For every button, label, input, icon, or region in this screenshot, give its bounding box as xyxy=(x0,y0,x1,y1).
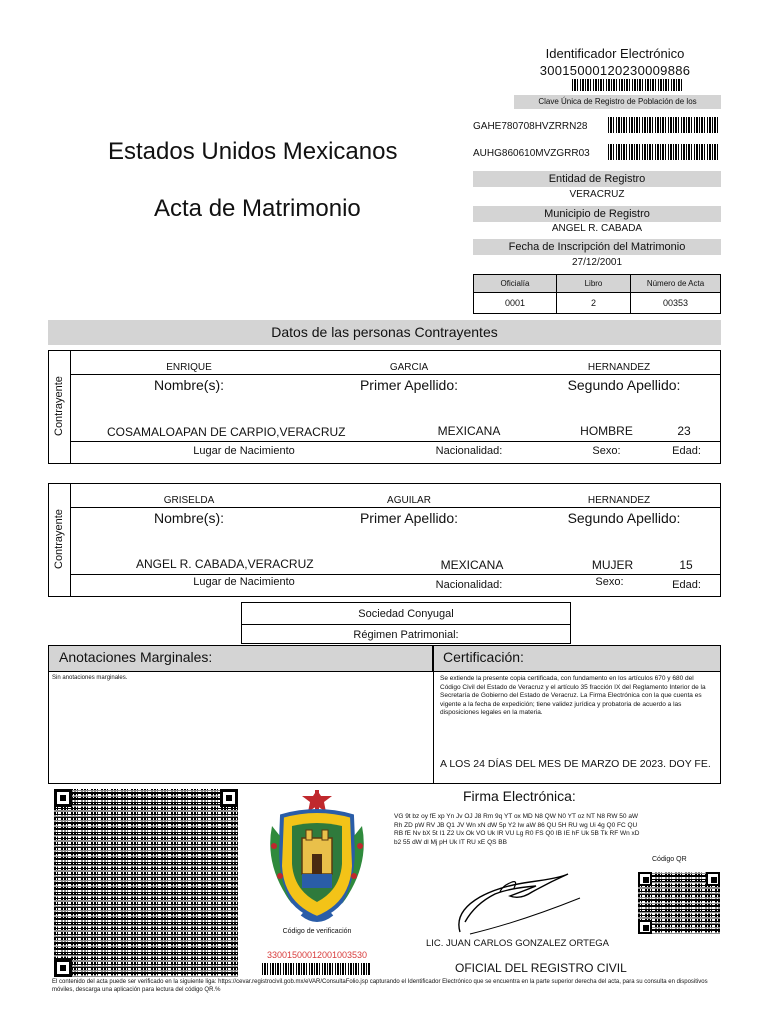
person-2-nacionalidad: MEXICANA xyxy=(440,558,504,572)
footer-note: El contenido del acta puede ser verificado en la siguiente liga: https://cevar.registrocivil.gob.mx/eVAR/ConsultaFolio.jsp capturando el Identificador Electrónico que se encuentra en la parte superior derecha del acta, para su consulta en dispositivos móviles, descarga una aplicación para lectura del código QR.% xyxy=(52,979,708,993)
entity-label: Entidad de Registro xyxy=(473,171,721,187)
sociedad-conyugal: Sociedad Conyugal xyxy=(358,608,454,620)
date-value: 27/12/2001 xyxy=(571,257,623,268)
annotations-certification-box xyxy=(48,645,721,784)
identifier-value: 30015000120230009886 xyxy=(539,63,691,78)
person-2-sexo: MUJER xyxy=(591,558,634,572)
certificacion-text: Se extiende la presente copia certificada, con fundamento en los artículos 670 y 680 del Código Civil del Estado de Veracruz y el artículo 35 fracción IX del Reglamento Interior de la Secretaría de Gobierno del Estado de Veracruz. La Firma Electrónica con la que cuenta es vigente a la fecha de expedición; tiene validez jurídica y probatoria de acuerdo a las disposiciones legales en la materia. xyxy=(440,675,706,716)
person-1-lugar: COSAMALOAPAN DE CARPIO,VERACRUZ xyxy=(107,425,346,439)
verification-barcode xyxy=(262,963,370,975)
curp-2: AUHG860610MVZGRR03 xyxy=(473,148,590,159)
person-1-nacionalidad: MEXICANA xyxy=(437,424,501,438)
person-2-box xyxy=(48,483,721,597)
curp-label: Clave Única de Registro de Población de los xyxy=(514,95,721,109)
identifier-barcode xyxy=(572,79,682,91)
section-title: Datos de las personas Contrayentes xyxy=(48,320,721,345)
col-numero-acta: Número de Acta xyxy=(646,279,705,288)
verification-label: Código de verificación xyxy=(282,928,352,935)
official-title: OFICIAL DEL REGISTRO CIVIL xyxy=(455,961,627,975)
person-2-segundo-apellido: HERNANDEZ xyxy=(587,495,651,506)
sexo-label-2: Sexo: xyxy=(595,576,624,588)
lugar-label-2: Lugar de Nacimiento xyxy=(193,576,295,588)
primer-apellido-label-2: Primer Apellido: xyxy=(359,510,459,526)
firma-title: Firma Electrónica: xyxy=(463,788,576,804)
acta-table xyxy=(473,274,721,314)
entity-value: VERACRUZ xyxy=(569,189,625,200)
nacionalidad-label-1: Nacionalidad: xyxy=(435,445,503,457)
primer-apellido-label-1: Primer Apellido: xyxy=(359,377,459,393)
curp-1-barcode xyxy=(608,117,718,133)
val-libro: 2 xyxy=(590,298,596,308)
firma-qr-label: Código QR xyxy=(652,856,687,863)
person-2-edad: 15 xyxy=(679,558,693,572)
nombre-label-2: Nombre(s): xyxy=(153,510,224,526)
anotaciones-text: Sin anotaciones marginales. xyxy=(52,675,128,681)
person-1-primer-apellido: GARCIA xyxy=(389,362,429,373)
edad-label-2: Edad: xyxy=(672,579,701,591)
certificacion-date-line: A LOS 24 DÍAS DEL MES DE MARZO DE 2023. DOY FE. xyxy=(440,758,711,770)
regimen-box xyxy=(241,602,571,644)
verification-code: 33001500012001003530 xyxy=(266,950,368,960)
certificacion-title: Certificación: xyxy=(443,649,524,665)
regimen-label: Régimen Patrimonial: xyxy=(353,629,459,641)
firma-qr-code xyxy=(638,872,720,934)
contrayente-label-2: Contrayente xyxy=(53,509,65,569)
country-title: Estados Unidos Mexicanos xyxy=(108,138,398,165)
curp-2-barcode xyxy=(608,144,718,160)
person-2-primer-apellido: AGUILAR xyxy=(387,495,431,506)
municipality-label: Municipio de Registro xyxy=(473,206,721,222)
person-1-segundo-apellido: HERNANDEZ xyxy=(587,362,651,373)
verification-qr-code xyxy=(54,789,238,977)
contrayente-label-1: Contrayente xyxy=(53,376,65,436)
person-2-nombre: GRISELDA xyxy=(163,495,215,506)
edad-label-1: Edad: xyxy=(672,445,701,457)
nombre-label-1: Nombre(s): xyxy=(153,377,224,393)
person-2-lugar: ANGEL R. CABADA,VERACRUZ xyxy=(136,557,314,571)
person-1-nombre: ENRIQUE xyxy=(166,362,212,373)
firma-hash: VG 9t bz oy fE xp Yn Jv OJ J8 Rm 9q YT ox MD N8 QW N0 YT oz NT N8 RW 50 aW Rh ZD pW RV JB Q1 JV Wn xN dW 5p Y2 Iw aW 86 QU 5H RU wg Ui 4g Q0 FC QU RB fE Nv bX 5t I1 Z2 Ux Ok VO Uk IR VU Lg R0 FS Q0 IB IE hF Uk 5B Tk RF Wn xD b2 55 dW dl Mj pH Uk IT RU xE QS BB xyxy=(394,813,640,846)
col-oficialia: Oficialía xyxy=(500,279,530,288)
person-1-box xyxy=(48,350,721,464)
curp-1: GAHE780708HVZRRN28 xyxy=(473,121,588,132)
segundo-apellido-label-1: Segundo Apellido: xyxy=(567,377,681,393)
val-oficialia: 0001 xyxy=(504,298,526,308)
municipality-value: ANGEL R. CABADA xyxy=(551,223,643,234)
nacionalidad-label-2: Nacionalidad: xyxy=(435,579,503,591)
identifier-label: Identificador Electrónico xyxy=(545,46,685,61)
person-1-edad: 23 xyxy=(677,424,691,438)
col-libro: Libro xyxy=(584,279,603,288)
official-name: LIC. JUAN CARLOS GONZALEZ ORTEGA xyxy=(426,938,610,949)
segundo-apellido-label-2: Segundo Apellido: xyxy=(567,510,681,526)
date-label: Fecha de Inscripción del Matrimonio xyxy=(473,239,721,255)
anotaciones-title: Anotaciones Marginales: xyxy=(59,649,213,665)
veracruz-coat-of-arms-icon xyxy=(262,786,372,926)
sexo-label-1: Sexo: xyxy=(592,445,621,457)
person-1-sexo: HOMBRE xyxy=(580,424,633,438)
handwritten-signature xyxy=(440,862,590,942)
val-numero-acta: 00353 xyxy=(662,298,689,308)
lugar-label-1: Lugar de Nacimiento xyxy=(193,445,295,457)
document-title: Acta de Matrimonio xyxy=(154,195,361,222)
